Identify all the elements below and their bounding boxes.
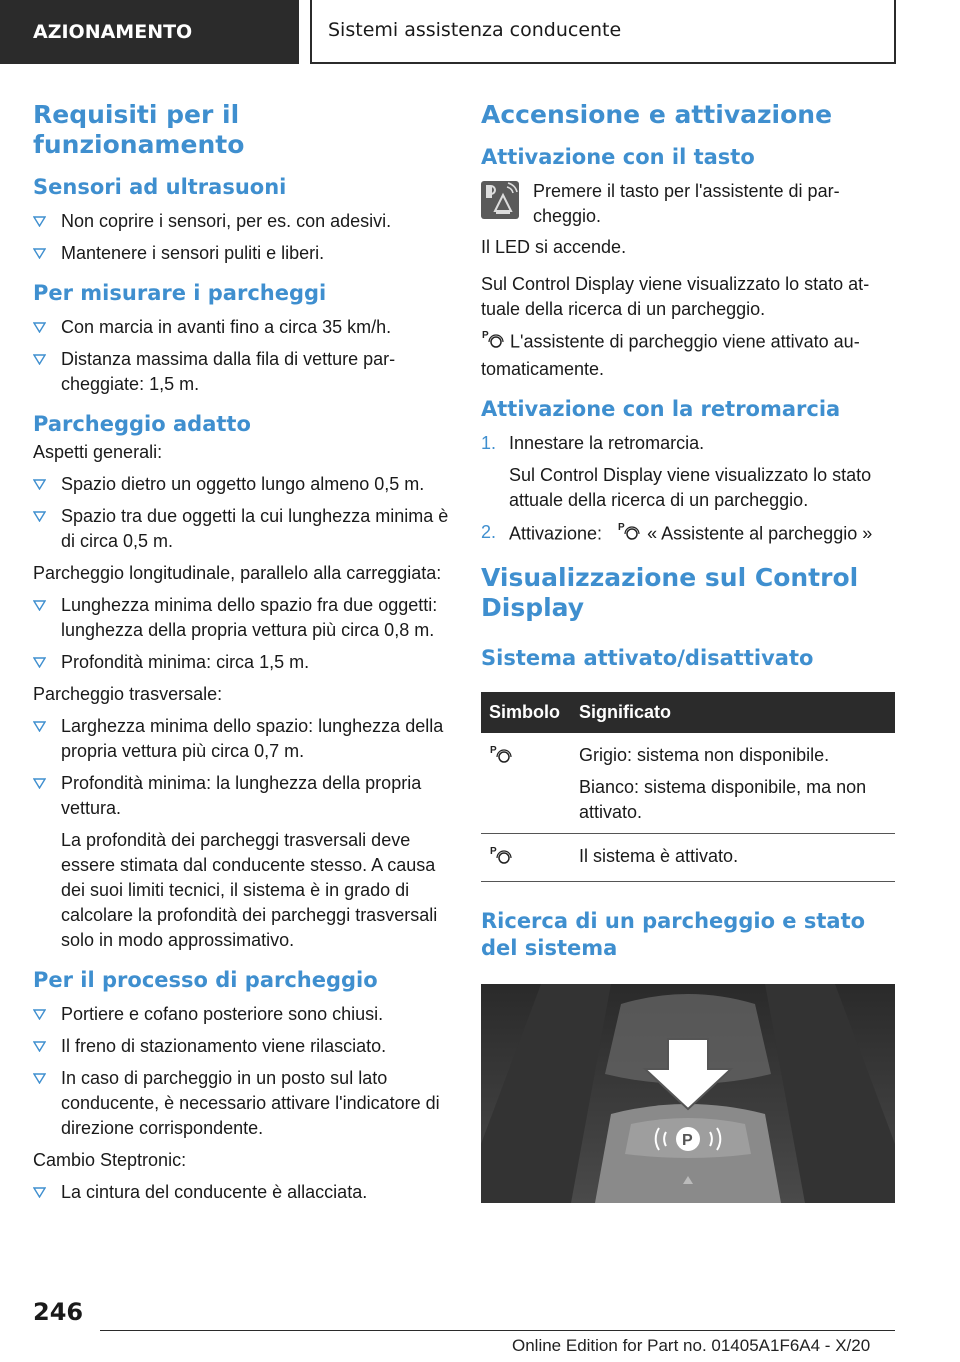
list-item bbox=[33, 1034, 449, 1059]
svg-text:P: P bbox=[682, 1132, 693, 1149]
list-item-text: Larghezza minima dello spazio: lunghezza della propria vettura più circa 0,7 m. bbox=[61, 716, 444, 761]
step-number: 2. bbox=[481, 522, 497, 542]
activation-title: Accensione e attivazione bbox=[481, 100, 833, 129]
list-item bbox=[481, 431, 895, 513]
requirements-title: Requisiti per il funzionamento bbox=[33, 100, 245, 159]
sensors-list bbox=[33, 209, 449, 266]
list-item-text: Spazio dietro un oggetto lungo almeno 0,5 m. bbox=[61, 474, 425, 494]
list-item bbox=[33, 504, 449, 554]
bullet-triangle-icon bbox=[33, 1041, 46, 1052]
symbol-cell bbox=[481, 834, 571, 882]
bullet-triangle-icon bbox=[33, 1009, 46, 1020]
list-item bbox=[33, 241, 449, 266]
process-heading: Per il processo di parcheggio bbox=[33, 968, 378, 992]
footer-divider bbox=[100, 1330, 895, 1331]
list-item-text: La cintura del conducente è allacciata. bbox=[61, 1182, 368, 1202]
meaning-cell bbox=[571, 834, 895, 882]
bullet-triangle-icon bbox=[33, 778, 46, 789]
bullet-triangle-icon bbox=[33, 479, 46, 490]
bullet-triangle-icon bbox=[33, 657, 46, 668]
measure-section bbox=[33, 280, 449, 397]
general-intro: Aspetti generali: bbox=[33, 442, 163, 462]
park-assist-symbol-icon bbox=[489, 745, 513, 769]
sensors-heading: Sensori ad ultrasuoni bbox=[33, 175, 287, 199]
section-title: Sistemi assistenza conducente bbox=[310, 0, 896, 64]
display-section bbox=[481, 563, 895, 882]
led-text: Il LED si accende. bbox=[481, 237, 627, 257]
suitable-section bbox=[33, 411, 449, 953]
auto-text-para bbox=[481, 328, 895, 382]
bullet-triangle-icon bbox=[33, 600, 46, 611]
list-item bbox=[33, 315, 449, 340]
column-header-meaning: Significato bbox=[571, 692, 895, 733]
search-heading: Ricerca di un parcheggio e stato del sistema bbox=[481, 909, 866, 960]
longitudinal-list bbox=[33, 593, 449, 675]
bullet-triangle-icon bbox=[33, 216, 46, 227]
list-item-text: Distanza massima dalla fila di vetture parcheggiate: 1,5 m. bbox=[61, 349, 396, 394]
page-number: 246 bbox=[33, 1298, 84, 1326]
step-text: Innestare la retromarcia. bbox=[509, 433, 705, 453]
list-item bbox=[33, 593, 449, 643]
list-item bbox=[481, 520, 895, 549]
svg-text:P: P bbox=[490, 846, 497, 857]
table-row bbox=[481, 834, 895, 882]
reverse-steps bbox=[481, 431, 895, 549]
list-item-text: Portiere e cofano posteriore sono chiusi. bbox=[61, 1004, 384, 1024]
list-item-text: Il freno di stazionamento viene rilasciato. bbox=[61, 1036, 387, 1056]
display-text: Sul Control Display viene visualizzato lo stato attuale della ricerca di un parcheggio. bbox=[481, 274, 870, 319]
menu-item-name: « Assistente al parcheggio » bbox=[647, 523, 873, 544]
list-item-text: Non coprire i sensori, per es. con adesivi. bbox=[61, 211, 392, 231]
meaning-cell bbox=[571, 733, 895, 834]
step-note: Sul Control Display viene visualizzato lo stato attuale della ricerca di un parcheggio. bbox=[509, 465, 872, 510]
edition-text: Online Edition for Part no. 01405A1F6A4 - X/20 bbox=[512, 1336, 871, 1355]
list-item-text: Profondità minima: la lunghezza della propria vettura. bbox=[61, 773, 422, 818]
bullet-triangle-icon bbox=[33, 322, 46, 333]
bullet-triangle-icon bbox=[33, 511, 46, 522]
display-title: Visualizzazione sul Control Display bbox=[481, 563, 859, 622]
list-item bbox=[33, 1002, 449, 1027]
meaning-text: Grigio: sistema non disponibile. bbox=[579, 745, 830, 765]
list-item-text: In caso di parcheggio in un posto sul lato conducente, è necessario attivare l'indicatore di direzione corrispondente. bbox=[61, 1068, 440, 1138]
park-assist-symbol-icon bbox=[481, 328, 505, 357]
button-heading: Attivazione con il tasto bbox=[481, 145, 755, 169]
list-item bbox=[33, 209, 449, 234]
longitudinal-intro: Parcheggio longitudinale, parallelo alla carreggiata: bbox=[33, 563, 442, 583]
list-item-text: Profondità minima: circa 1,5 m. bbox=[61, 652, 310, 672]
press-text: Premere il tasto per l'assistente di parcheggio. bbox=[533, 181, 840, 226]
sensors-section bbox=[33, 174, 449, 266]
transverse-list bbox=[33, 714, 449, 953]
process-section bbox=[33, 967, 449, 1205]
right-column bbox=[481, 100, 895, 1203]
svg-text:P: P bbox=[490, 745, 497, 756]
bullet-triangle-icon bbox=[33, 248, 46, 259]
measure-list bbox=[33, 315, 449, 397]
list-item-text: Con marcia in avanti fino a circa 35 km/h. bbox=[61, 317, 392, 337]
parking-display-image bbox=[481, 984, 895, 1203]
status-heading: Sistema attivato/disattivato bbox=[481, 646, 814, 670]
table-row bbox=[481, 733, 895, 834]
step-number: 1. bbox=[481, 433, 497, 453]
list-item bbox=[33, 472, 449, 497]
list-item-text: Spazio tra due oggetti la cui lunghezza minima è di circa 0,5 m. bbox=[61, 506, 449, 551]
chapter-tab: AZIONAMENTO bbox=[0, 0, 299, 64]
auto-text: L'assistente di parcheggio viene attivato automaticamente. bbox=[481, 331, 860, 379]
list-item bbox=[33, 347, 449, 397]
park-assist-symbol-icon bbox=[617, 520, 641, 549]
reverse-heading: Attivazione con la retromarcia bbox=[481, 397, 841, 421]
list-item-text: Mantenere i sensori puliti e liberi. bbox=[61, 243, 325, 263]
park-assist-button-icon bbox=[481, 181, 519, 219]
list-item bbox=[33, 1180, 449, 1205]
symbol-cell bbox=[481, 733, 571, 834]
process-list bbox=[33, 1002, 449, 1141]
list-item bbox=[33, 771, 449, 953]
list-item bbox=[33, 650, 449, 675]
meaning-text: Il sistema è attivato. bbox=[579, 846, 739, 866]
reverse-section bbox=[481, 396, 895, 549]
suitable-heading: Parcheggio adatto bbox=[33, 412, 251, 436]
bullet-triangle-icon bbox=[33, 1187, 46, 1198]
park-assist-active-icon bbox=[489, 846, 513, 870]
svg-text:P: P bbox=[482, 330, 489, 341]
list-item-text: Lunghezza minima dello spazio fra due oggetti: lunghezza della propria vettura più circa 0,8 m. bbox=[61, 595, 438, 640]
step-text: Attivazione: bbox=[509, 523, 603, 544]
svg-text:P: P bbox=[618, 522, 625, 533]
list-item bbox=[33, 714, 449, 764]
left-column bbox=[33, 100, 449, 1219]
bullet-triangle-icon bbox=[33, 1073, 46, 1084]
general-list bbox=[33, 472, 449, 554]
measure-heading: Per misurare i parcheggi bbox=[33, 281, 327, 305]
steptronic-list bbox=[33, 1180, 449, 1205]
steptronic-intro: Cambio Steptronic: bbox=[33, 1150, 187, 1170]
transverse-intro: Parcheggio trasversale: bbox=[33, 684, 223, 704]
transverse-note: La profondità dei parcheggi trasversali deve essere stimata dal conducente stesso. A causa dei suoi limiti tecnici, il sistema è in grado di calcolare la profondità dei parcheggi trasversali solo in modo approssimativo. bbox=[61, 830, 438, 950]
list-item bbox=[33, 1066, 449, 1141]
symbol-table bbox=[481, 692, 895, 882]
press-row bbox=[481, 179, 895, 229]
bullet-triangle-icon bbox=[33, 354, 46, 365]
bullet-triangle-icon bbox=[33, 721, 46, 732]
meaning-text: Bianco: sistema disponibile, ma non attivato. bbox=[579, 777, 867, 822]
button-section bbox=[481, 144, 895, 382]
column-header-symbol: Simbolo bbox=[481, 692, 571, 733]
